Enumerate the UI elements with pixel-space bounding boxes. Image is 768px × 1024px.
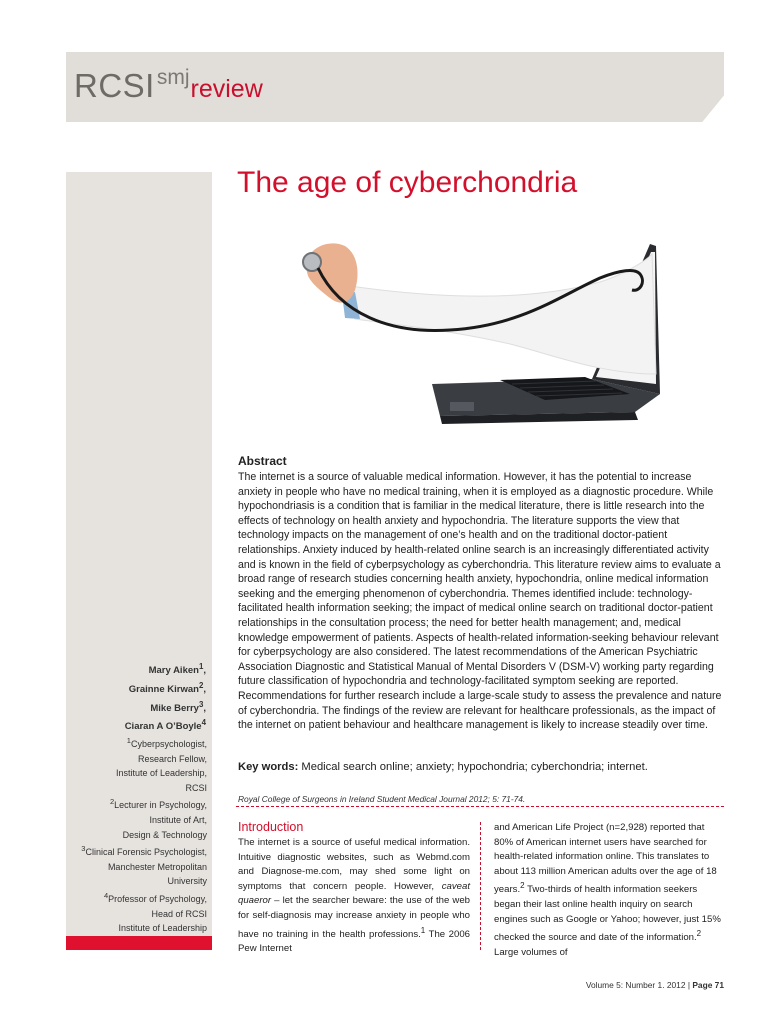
introduction-heading: Introduction <box>238 820 304 834</box>
affiliation-4: $^4$Professor of Psychology, <box>103 890 207 904</box>
affiliation-line: Institute of Leadership, <box>115 768 207 779</box>
affiliation-line: Institute of Leadership <box>118 923 207 934</box>
author-4: Ciaran A O’Boyle$^4$ <box>124 718 206 733</box>
section-divider <box>236 806 724 807</box>
sidebar-accent-bar <box>66 936 212 950</box>
affiliation-2: $^2$Lecturer in Psychology, <box>109 797 207 811</box>
affiliation-line: RCSI <box>185 782 207 793</box>
page-number: Page 71 <box>692 980 724 990</box>
author-1: Mary Aiken$^1$, <box>148 662 206 677</box>
abstract-text: The internet is a source of valuable medical information. However, it has the potential to increase anxiety in people who have no medical training, when it is employed as a diagnostic procedure. While hypochondriasis is a condition that is familiar in the medical literature, there is little research into the effects of technology on health anxiety and hypochondria. The literature supports the view that technology impacts on the management of one’s health and on the traditional doctor-patient relationships. Anxiety induced by health-related online search is an increasingly differentiated activity and is known in the field of cyberpsychology as cyberchondria. This literature review aims to evaluate a broad range of research studies concerning health anxiety, hypochondria, online medical information seeking and the emerging phenomenon of cyberchondria. Themes identified include: technology-facilitated health information seeking; the impact of medical online search on traditional doctor-patient relationships in the consultation process; the need for better health management; and, medical knowledge empowerment of patients. Aspects of health-related information-seeking behaviour relevant for cyberpsychology are also considered. The latest recommendations of the American Psychiatric Association Diagnostic and Statistical Manual of Mental Disorders V (DSM-V) working party regarding future classification of hypochondria and technology-facilitated symptom seeking are reported. Recommendations for further research include a large-scale study to assess the prevalence and nature of cyberchondria. The findings of the review are relevant for healthcare professionals, as the impact of the internet on patient behaviour and healthcare management is likely to increase steadily over time. <box>238 471 722 732</box>
article-title: The age of cyberchondria <box>237 166 578 199</box>
author-3: Mike Berry$^3$, <box>150 699 206 714</box>
keywords-list: Medical search online; anxiety; hypochondria; cyberchondria; internet. <box>301 761 648 773</box>
page-footer <box>586 980 724 990</box>
body-column-2: and American Life Project (n=2,928) reported that 80% of American internet users have searched for health-related information online. This translates to about 113 million American adults over the age of 18 years.$^2$ Two-thirds of health information seekers began their last online health inquiry on search engines such as Google or Yahoo; however, just 15% checked the source and date of the information.$^2$ Large volumes of <box>494 822 721 959</box>
column-divider <box>480 822 481 950</box>
affiliation-line: Manchester Metropolitan <box>107 861 207 872</box>
author-list <box>56 660 206 735</box>
affiliation-line: Institute of Art, <box>149 814 207 825</box>
journal-logo <box>74 66 263 105</box>
affiliation-line: Head of RCSI <box>151 908 207 919</box>
affiliation-line: Research Fellow, <box>137 753 207 764</box>
keywords-label: Key words: <box>238 761 299 773</box>
author-2: Grainne Kirwan$^2$, <box>128 680 206 695</box>
affiliation-line: Design & Technology <box>122 829 207 840</box>
affiliation-1: $^1$Cyberpsychologist, <box>126 736 207 749</box>
keywords <box>238 761 726 773</box>
affiliation-3: $^3$Clinical Forensic Psychologist, <box>81 844 207 858</box>
affiliation-line: University <box>167 876 207 887</box>
footer-volume: Volume 5: Number 1. 2012 | <box>585 980 693 990</box>
hero-image <box>300 234 670 434</box>
abstract-heading: Abstract <box>238 454 287 468</box>
journal-citation: Royal College of Surgeons in Ireland Student Medical Journal 2012; 5: 71-74. <box>238 794 526 804</box>
logo-smj: smj <box>156 66 190 89</box>
logo-review: review <box>190 75 263 103</box>
arm-sleeve <box>350 254 656 374</box>
affiliation-list <box>57 734 207 936</box>
body-column-1: The internet is a source of useful medical information. Intuitive diagnostic websites, such as Webmd.com and Diagnose-me.com, may shed some light on symptoms that concern people. However, caveat quaeror – let the searcher beware: the use of the web for self-diagnosis may increase anxiety in people who have no training in the health professions.$^1$ The 2006 Pew Internet <box>238 837 470 955</box>
logo-rcsi: RCSI <box>74 67 155 104</box>
